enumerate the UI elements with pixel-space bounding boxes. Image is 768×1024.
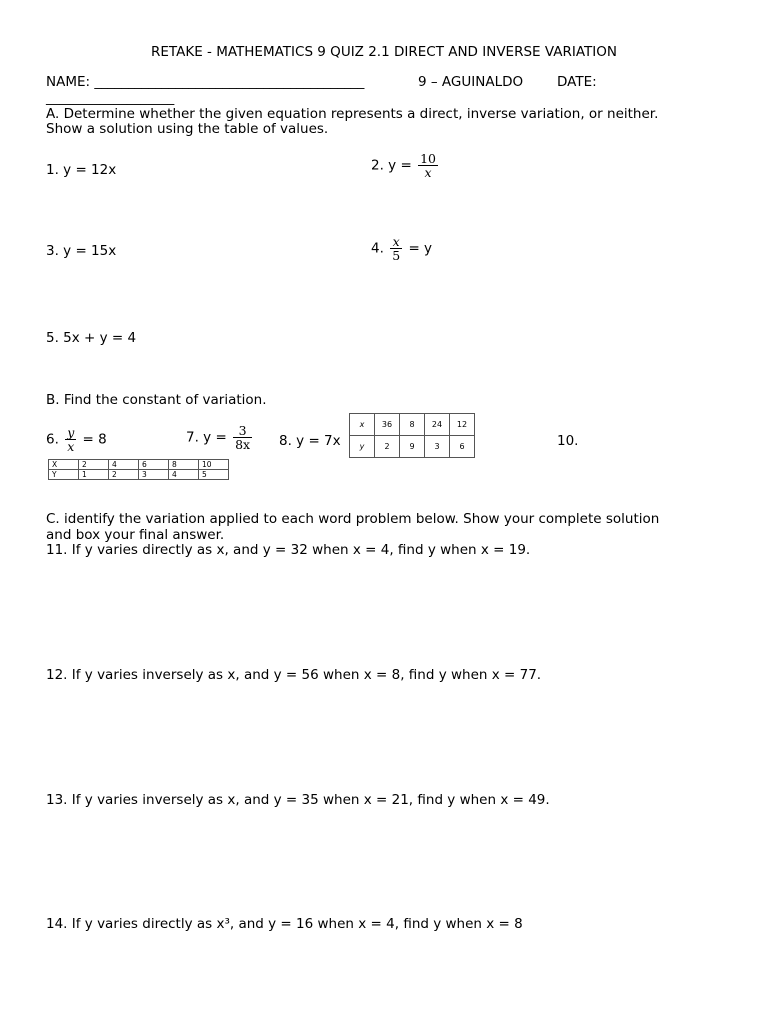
table-values-10 <box>48 459 229 480</box>
question-7 <box>186 424 254 451</box>
table-cell: 10 <box>199 460 229 470</box>
question-11: 11. If y varies directly as x, and y = 32 when x = 4, find y when x = 19. <box>46 542 531 558</box>
name-field-label[interactable]: NAME: ________________________________________ <box>46 74 365 90</box>
question-5: 5. 5x + y = 4 <box>46 330 137 346</box>
fraction-denominator: 5 <box>392 248 401 264</box>
table-cell: y <box>350 436 375 458</box>
table-cell: 2 <box>79 460 109 470</box>
question-4-fraction <box>390 235 402 262</box>
part-a-instruction: A. Determine whether the given equation represents a direct, inverse variation, or neither. <box>46 106 659 122</box>
table-row <box>49 470 229 480</box>
table-row <box>49 460 229 470</box>
table-cell: 6 <box>139 460 169 470</box>
question-6-suffix: = 8 <box>82 431 107 448</box>
table-cell: x <box>350 414 375 436</box>
question-6-fraction <box>65 426 76 453</box>
fraction-numerator: y <box>67 425 75 440</box>
question-2-fraction <box>418 152 438 179</box>
question-2 <box>371 152 440 179</box>
fraction-numerator: 10 <box>420 151 436 166</box>
question-3: 3. y = 15x <box>46 243 117 259</box>
question-4-prefix: 4. <box>371 240 384 257</box>
table-cell: X <box>49 460 79 470</box>
table-cell: 4 <box>109 460 139 470</box>
question-4 <box>371 235 432 262</box>
page-title: RETAKE - MATHEMATICS 9 QUIZ 2.1 DIRECT AND INVERSE VARIATION <box>151 44 617 60</box>
question-6 <box>46 426 107 453</box>
fraction-numerator: x <box>392 234 400 249</box>
question-7-fraction <box>233 424 252 451</box>
table-cell: 2 <box>109 470 139 480</box>
part-a-instruction-2: Show a solution using the table of values. <box>46 121 329 137</box>
question-4-suffix: = y <box>408 240 433 257</box>
question-12: 12. If y varies inversely as x, and y = 56 when x = 8, find y when x = 77. <box>46 667 542 683</box>
table-cell: 3 <box>425 436 450 458</box>
date-field-line[interactable]: ___________________ <box>46 90 175 106</box>
part-b-instruction: B. Find the constant of variation. <box>46 392 267 408</box>
table-row <box>350 414 475 436</box>
table-cell: 8 <box>169 460 199 470</box>
part-c-instruction: C. identify the variation applied to each word problem below. Show your complete solution <box>46 511 660 527</box>
table-cell: 9 <box>400 436 425 458</box>
question-10: 10. <box>557 433 579 449</box>
table-cell: 12 <box>450 414 475 436</box>
table-values-9 <box>349 413 475 458</box>
question-6-prefix: 6. <box>46 431 59 448</box>
table-cell: 4 <box>169 470 199 480</box>
fraction-denominator: x <box>67 439 75 455</box>
part-c-instruction-2: and box your final answer. <box>46 527 225 543</box>
table-cell: 1 <box>79 470 109 480</box>
table-cell: 3 <box>139 470 169 480</box>
table-cell: 24 <box>425 414 450 436</box>
question-14: 14. If y varies directly as x³, and y = 16 when x = 4, find y when x = 8 <box>46 916 523 932</box>
question-13: 13. If y varies inversely as x, and y = 35 when x = 21, find y when x = 49. <box>46 792 550 808</box>
question-7-prefix: 7. y = <box>186 429 227 446</box>
table-cell: 6 <box>450 436 475 458</box>
fraction-denominator: x <box>418 165 438 179</box>
section-label: 9 – AGUINALDO <box>418 74 524 90</box>
table-cell: 8 <box>400 414 425 436</box>
question-2-prefix: 2. y = <box>371 157 412 174</box>
table-cell: 36 <box>375 414 400 436</box>
table-row <box>350 436 475 458</box>
table-cell: 5 <box>199 470 229 480</box>
question-1: 1. y = 12x <box>46 162 117 178</box>
date-label: DATE: <box>557 74 597 90</box>
question-8: 8. y = 7x <box>279 433 341 449</box>
table-cell: Y <box>49 470 79 480</box>
fraction-numerator: 3 <box>238 423 247 438</box>
fraction-denominator: 8x <box>235 437 251 453</box>
table-cell: 2 <box>375 436 400 458</box>
